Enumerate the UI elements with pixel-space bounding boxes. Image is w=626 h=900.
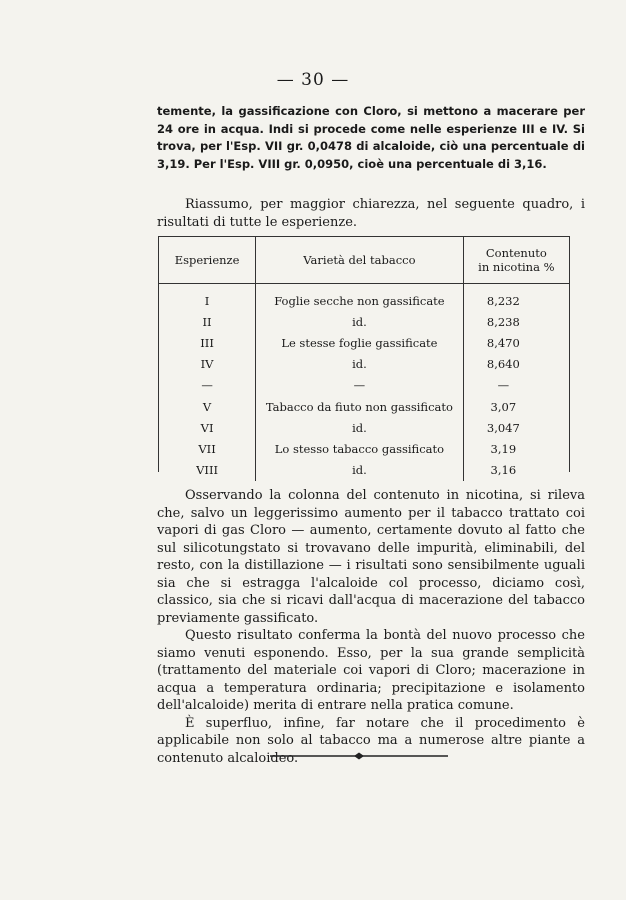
cell-exp: II: [202, 314, 212, 329]
cell-variety: Le stesse foglie gassificate: [256, 332, 464, 353]
cell-variety: —: [256, 375, 464, 396]
end-ornament-divider: [270, 752, 448, 760]
cell-variety: id.: [256, 311, 464, 332]
cell-content: 8,470: [463, 332, 569, 353]
cell-exp: VIII: [196, 463, 219, 478]
table-row: [159, 396, 569, 417]
results-table: [158, 236, 570, 478]
header-varieta: Varietà del tabacco: [256, 237, 464, 284]
cell-variety: id.: [256, 417, 464, 438]
table-row: [159, 284, 569, 312]
header-contenuto-line1: Contenuto: [485, 246, 547, 260]
table-row: [159, 460, 569, 481]
table-row: [159, 375, 569, 396]
table-row: [159, 438, 569, 459]
paragraph-observation: [157, 487, 585, 627]
page-number: — 30 —: [276, 70, 350, 90]
paragraph-confirmation-text: Questo risultato conferma la bontà del nuovo processo che siamo venuti esponendo. Esso, per la sua grande semplicità (trattamento del materiale coi vapori di Cloro; macerazione in acqua a temperatura ordinaria; precipitazione e isolamento dell'alcaloide) merita di entrare nella pratica comune.: [157, 628, 585, 713]
cell-content: 3,19: [463, 438, 569, 459]
paragraph-conclusion-text: È superfluo, infine, far notare che il procedimento è applicabile non solo al tabacco ma a numerose altre piante a contenuto alcaloideo.: [157, 715, 585, 766]
cell-exp: I: [204, 293, 210, 308]
cell-variety: id.: [256, 354, 464, 375]
cell-content: 8,238: [463, 311, 569, 332]
cell-content: 8,640: [463, 354, 569, 375]
paragraph-confirmation: [157, 627, 585, 715]
cell-exp: IV: [200, 357, 214, 372]
cell-content: 3,047: [463, 417, 569, 438]
table-row: [159, 354, 569, 375]
cell-exp: V: [202, 399, 212, 414]
cell-variety: Tabacco da fiuto non gassificato: [256, 396, 464, 417]
cell-content: 3,07: [463, 396, 569, 417]
cell-exp: —: [201, 378, 213, 393]
results-table-grid: [159, 236, 569, 481]
cell-content: —: [463, 375, 569, 396]
cell-exp: III: [200, 335, 214, 350]
cell-exp: VII: [198, 441, 216, 456]
table-row: [159, 417, 569, 438]
cell-variety: Foglie secche non gassificate: [256, 284, 464, 312]
table-row: [159, 311, 569, 332]
paragraph-summary-intro: [157, 196, 585, 231]
header-esperienze: Esperienze: [159, 237, 256, 284]
closing-paragraphs: [157, 487, 585, 767]
paragraph-continuation: temente, la gassificazione con Cloro, si mettono a macerare per 24 ore in acqua. Indi si procede come nelle esperienze III e IV. Si trova, per l'Esp. VII gr. 0,0478 di alcaloide, ciò una percentuale di 3,19. Per l'Esp. VIII gr. 0,0950, cioè una percentuale di 3,16.: [157, 104, 585, 171]
cell-variety: id.: [256, 460, 464, 481]
cell-content: 8,232: [463, 284, 569, 312]
cell-content: 3,16: [463, 460, 569, 481]
header-contenuto-line2: in nicotina %: [478, 260, 555, 274]
cell-exp: VI: [200, 420, 214, 435]
table-row: [159, 332, 569, 353]
paragraph-summary-text: Riassumo, per maggior chiarezza, nel seguente quadro, i risultati di tutte le esperienze.: [157, 197, 585, 230]
cell-variety: Lo stesso tabacco gassificato: [256, 438, 464, 459]
header-contenuto: [463, 237, 569, 284]
paragraph-observation-text: Osservando la colonna del contenuto in nicotina, si rileva che, salvo un leggerissimo aumento per il tabacco trattato coi vapori di gas Cloro — aumento, certamente dovuto al fatto che sul silicotungstato si trovavano delle impurità, eliminabili, del resto, con la distillazione — i risultati sono sensibilmente uguali sia che si estragga l'alcaloide col processo, diciamo così, classico, sia che si ricavi dall'acqua di macerazione del tabacco previamente gassificato.: [157, 488, 585, 626]
